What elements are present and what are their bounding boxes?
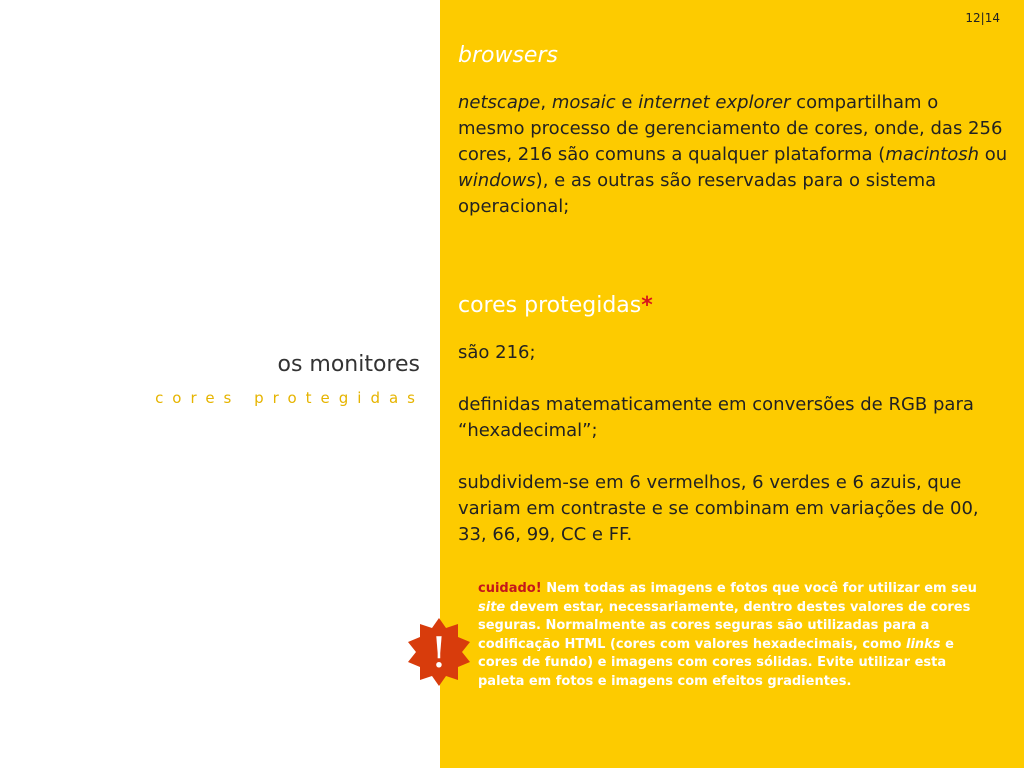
list-item: definidas matematicamente em conversões de RGB para “hexadecimal”; bbox=[458, 394, 974, 441]
section-subtitle: cores protegidas bbox=[155, 389, 424, 407]
browser-netscape: netscape bbox=[458, 92, 541, 113]
asterisk-mark: * bbox=[641, 293, 653, 318]
warning-note bbox=[478, 580, 978, 691]
separator: e bbox=[615, 92, 639, 113]
content-body bbox=[458, 42, 1008, 548]
warning-italic-links: links bbox=[905, 636, 941, 652]
section-title: os monitores bbox=[277, 352, 420, 377]
list-item: são 216; bbox=[458, 342, 536, 363]
list-item: subdividem-se em 6 vermelhos, 6 verdes e 6 azuis, que variam em contraste e se combinam em variações de 00, 33, 66, 99, CC e FF. bbox=[458, 472, 979, 545]
warning-text: e cores de fundo) e imagens com cores sólidas. Evite utilizar esta paleta em fotos e imagens com efeitos gradientes. bbox=[478, 636, 954, 689]
paragraph-text: compartilham o mesmo processo de gerenciamento de cores, onde, das 256 cores, 216 são comuns a qualquer plataforma ( bbox=[458, 92, 1003, 165]
warning-italic-site: site bbox=[478, 599, 506, 615]
cores-heading bbox=[458, 292, 1008, 320]
page-number: 12|14 bbox=[965, 11, 1000, 25]
separator: , bbox=[540, 92, 552, 113]
warning-text: devem estar, necessariamente, dentro destes valores de cores seguras. Normalmente as cores seguras são utilizadas para a codificação HTML (cores com valores hexadecimais, como bbox=[478, 599, 971, 652]
browser-ie: internet explorer bbox=[638, 92, 791, 113]
browsers-paragraph bbox=[458, 90, 1008, 220]
os-macintosh: macintosh bbox=[885, 144, 980, 165]
cores-heading-text: cores protegidas bbox=[458, 293, 642, 318]
left-panel bbox=[0, 0, 440, 768]
separator: ou bbox=[979, 144, 1008, 165]
exclamation-burst-icon bbox=[408, 618, 470, 686]
content-panel bbox=[430, 0, 1024, 768]
warning-label: cuidado! bbox=[478, 581, 542, 596]
browser-mosaic: mosaic bbox=[551, 92, 616, 113]
warning-text: Nem todas as imagens e fotos que você for utilizar em seu bbox=[541, 581, 977, 596]
os-windows: windows bbox=[458, 170, 536, 191]
paragraph-text: ), e as outras são reservadas para o sistema operacional; bbox=[458, 170, 937, 217]
browsers-heading: browsers bbox=[458, 43, 558, 68]
burst-symbol: ! bbox=[430, 628, 448, 677]
